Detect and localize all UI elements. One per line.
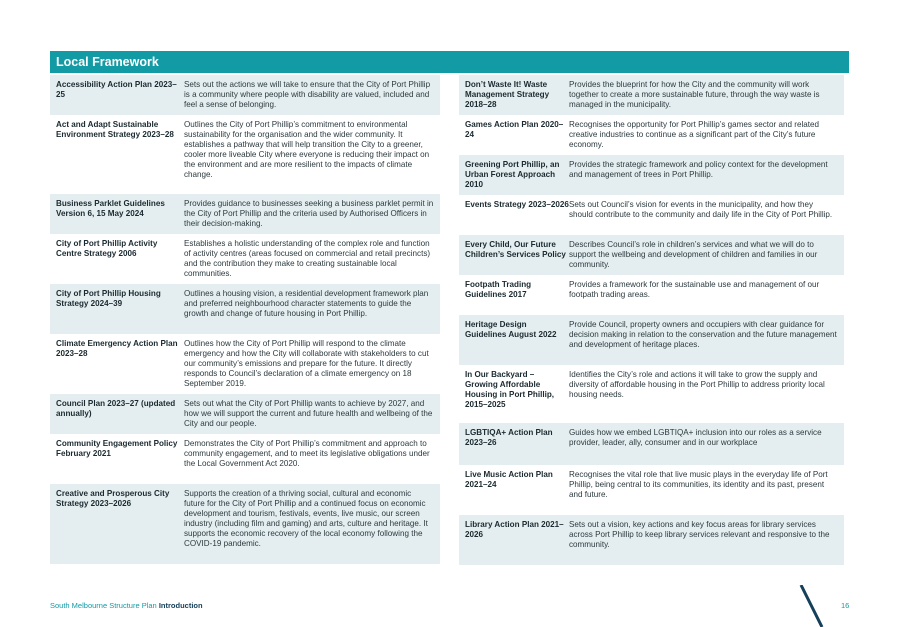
item-name: City of Port Phillip Housing Strategy 2024–39 (56, 289, 161, 308)
item-name: Heritage Design Guidelines August 2022 (465, 320, 557, 339)
item-name: Climate Emergency Action Plan 2023–28 (56, 339, 178, 358)
list-item (459, 465, 844, 515)
item-name: In Our Backyard – Growing Affordable Housing in Port Phillip, 2015–2025 (465, 370, 555, 409)
item-description: Recognises the vital role that live music plays in the everyday life of Port Phillip, being central to its communities, its identity and its past, present and future. (569, 470, 828, 499)
item-description: Establishes a holistic understanding of the complex role and function of activity centres (areas focused on commercial and retail precincts) and the contribution they make to creating sustainable local communities. (184, 239, 431, 278)
item-description: Demonstrates the City of Port Phillip’s commitment and approach to community engagement, and to meet its legislative obligations under the Local Government Act 2020. (184, 439, 430, 468)
list-item (459, 515, 844, 565)
item-name: Greening Port Phillip, an Urban Forest Approach 2010 (465, 160, 560, 189)
page-number: 16 (841, 601, 850, 610)
list-item (50, 334, 440, 394)
left-column (50, 75, 440, 564)
item-name: Footpath Trading Guidelines 2017 (465, 280, 532, 299)
item-name: City of Port Phillip Activity Centre Strategy 2006 (56, 239, 158, 258)
item-description: Sets out the actions we will take to ensure that the City of Port Phillip is a community where people with disability are valued, included and feel a sense of belonging. (184, 80, 431, 109)
item-description: Provide Council, property owners and occupiers with clear guidance for decision making in relation to the conservation and the future management and development of heritage places. (569, 320, 837, 349)
item-name: Community Engagement Policy February 2021 (56, 439, 178, 458)
item-description: Outlines the City of Port Phillip’s commitment to environmental sustainability for the organisation and the wider community. It establishes a pathway that will help transition the City to a greener, cooler more liveable City where everyone is reducing their impact on the environment and are more resilient to the impacts of climate change. (184, 120, 430, 179)
footer-section: Introduction (158, 601, 203, 610)
list-item (50, 75, 440, 115)
item-name: Events Strategy 2023–2026 (465, 200, 569, 209)
item-name: Library Action Plan 2021–2026 (465, 520, 564, 539)
list-item (459, 235, 844, 275)
item-description: Identifies the City’s role and actions it will take to grow the supply and diversity of affordable housing in the Port Phillip to address priority local housing needs. (569, 370, 825, 399)
footer-doc-title: South Melbourne Structure Plan (50, 601, 157, 610)
list-item (459, 195, 844, 235)
list-item (50, 115, 440, 194)
list-item (50, 234, 440, 284)
item-name: Games Action Plan 2020–24 (465, 120, 564, 139)
item-description: Sets out Council’s vision for events in the municipality, and how they should contribute to the community and daily life in the City of Port Phillip. (569, 200, 833, 219)
item-description: Provides the strategic framework and policy context for the development and management of trees in Port Phillip. (569, 160, 828, 179)
list-item (50, 434, 440, 484)
item-description: Sets out what the City of Port Phillip wants to achieve by 2027, and how we will support the current and future health and wellbeing of the City and our people. (184, 399, 433, 428)
item-description: Provides guidance to businesses seeking a business parklet permit in the City of Port Phillip and the criteria used by Authorised Officers in their decision-making. (184, 199, 434, 228)
list-item (50, 284, 440, 334)
item-description: Outlines how the City of Port Phillip will respond to the climate emergency and how the City will collaborate with stakeholders to cut our community’s emissions and prepare for the future. It directly responds to Council’s declaration of a climate emergency on 18 September 2019. (184, 339, 429, 388)
list-item (459, 115, 844, 155)
item-description: Outlines a housing vision, a residential development framework plan and preferred neighbourhood character statements to guide the growth and change of future housing in Port Phillip. (184, 289, 429, 318)
item-name: Council Plan 2023–27 (updated annually) (56, 399, 176, 418)
item-description: Provides a framework for the sustainable use and management of our footpath trading areas. (569, 280, 820, 299)
section-banner: Local Framework (50, 51, 849, 73)
item-name: Accessibility Action Plan 2023–25 (56, 80, 177, 99)
list-item (459, 75, 844, 115)
item-description: Provides the blueprint for how the City and the community will work together to create a more sustainable future, through the way waste is managed in the municipality. (569, 80, 820, 109)
list-item (50, 484, 440, 564)
right-column (459, 75, 844, 565)
item-description: Supports the creation of a thriving social, cultural and economic future for the City of Port Phillip and a continued focus on economic development and tourism, festivals, events, live music, our screen industry (including film and gaming) and arts, culture and heritage. It supports the economic recovery of the local economy following the COVID-19 pandemic. (184, 489, 428, 548)
list-item (50, 194, 440, 234)
item-name: LGBTIQA+ Action Plan 2023–26 (465, 428, 553, 447)
decorative-slash-icon (798, 585, 828, 627)
item-description: Recognises the opportunity for Port Phillip’s games sector and related creative industries to continue as a significant part of the City’s future economy. (569, 120, 819, 149)
item-description: Describes Council’s role in children’s services and what we will do to support the wellbeing and development of children and families in our community. (569, 240, 818, 269)
list-item (459, 155, 844, 195)
item-description: Sets out a vision, key actions and key focus areas for library services across Port Phillip to keep library services relevant and responsive to the community. (569, 520, 830, 549)
item-name: Creative and Prosperous City Strategy 2023–2026 (56, 489, 170, 508)
item-name: Live Music Action Plan 2021–24 (465, 470, 553, 489)
item-name: Act and Adapt Sustainable Environment Strategy 2023–28 (56, 120, 174, 139)
item-description: Guides how we embed LGBTIQA+ inclusion into our roles as a service provider, leader, ally, consumer and in our workplace (569, 428, 822, 447)
list-item (459, 365, 844, 423)
list-item (50, 394, 440, 434)
list-item (459, 423, 844, 465)
footer-title (50, 601, 203, 610)
item-name: Every Child, Our Future Children’s Services Policy (465, 240, 566, 259)
item-name: Don’t Waste It! Waste Management Strategy 2018–28 (465, 80, 550, 109)
item-name: Business Parklet Guidelines Version 6, 15 May 2024 (56, 199, 165, 218)
list-item (459, 275, 844, 315)
list-item (459, 315, 844, 365)
